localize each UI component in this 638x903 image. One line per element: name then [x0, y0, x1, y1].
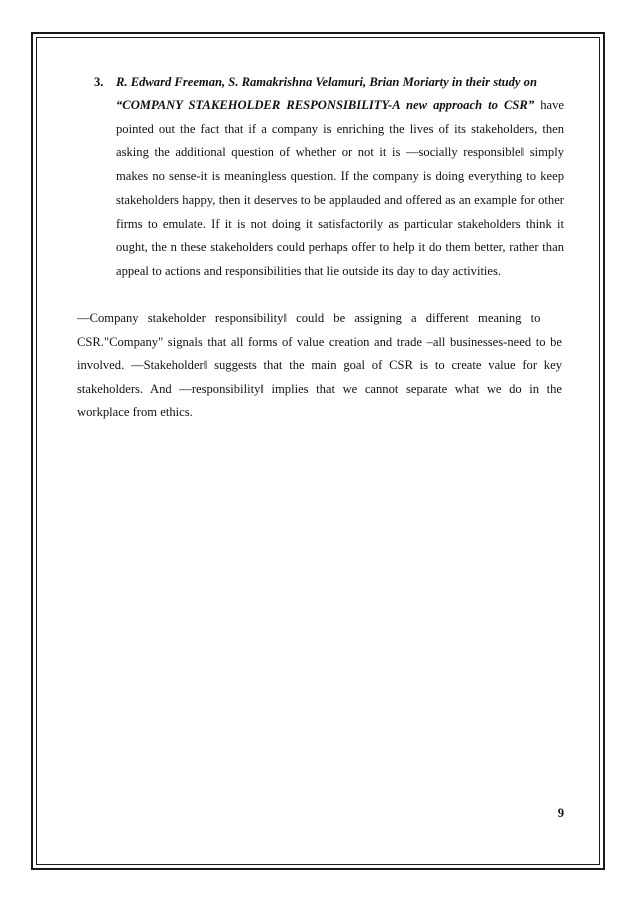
item-title: “COMPANY STAKEHOLDER RESPONSIBILITY-A new approach to CSR”: [116, 98, 535, 112]
body-paragraph: [77, 307, 562, 425]
item-body: [116, 94, 564, 284]
paragraph-first-line: ―Company stakeholder responsibility‖ could be assigning a different meaning to: [77, 311, 541, 325]
item-heading: [94, 70, 564, 94]
page-number: 9: [557, 806, 564, 820]
numbered-item: [94, 70, 564, 284]
paragraph-text: CSR."Company" signals that all forms of value creation and trade –all businesses-need to be involved. ―Stakeholder‖ suggests that the main goal of CSR is to create value for key stakeholders. And ―responsibility‖ implies that we cannot separate what we do in the workplace from ethics.: [77, 334, 562, 419]
item-number: 3.: [94, 75, 104, 89]
item-body-text: have pointed out the fact that if a company is enriching the lives of its stakeholders, then asking the additional question of whether or not it is ―socially responsible‖ simply makes no sense-it is meaningless question. If the company is doing everything to keep stakeholders happy, then it deserves to be applauded and offered as an example for other firms to emulate. If it is not doing it satisfactorily as particular stakeholders think it ought, the n these stakeholders could perhaps offer to help it do them better, rather than appeal to actions and responsibilities that lie outside its day to day activities.: [116, 98, 564, 278]
item-authors-line: R. Edward Freeman, S. Ramakrishna Velamuri, Brian Moriarty in their study on: [116, 75, 537, 89]
